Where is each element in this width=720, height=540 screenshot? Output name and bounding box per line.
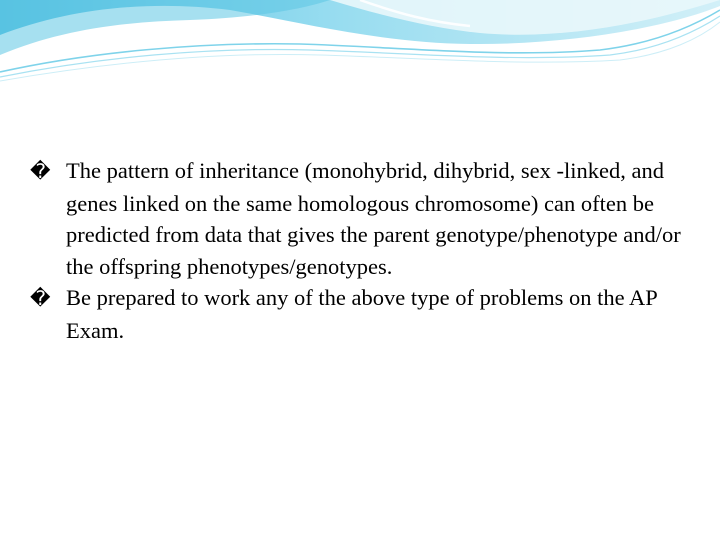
slide-body	[30, 155, 690, 346]
bullet-text: The pattern of inheritance (monohybrid, dihybrid, sex -linked, and genes linked on the same homologous chromosome) can often be predicted from data that gives the parent genotype/phenotype and/or the offspring phenotypes/genotypes.	[66, 158, 681, 279]
bullet-point-1	[30, 155, 690, 282]
header-wave-decoration	[0, 0, 720, 90]
bullet-marker-icon: �	[30, 159, 51, 183]
bullet-point-2	[30, 282, 690, 346]
bullet-marker-icon: �	[30, 286, 51, 310]
bullet-text: Be prepared to work any of the above type of problems on the AP Exam.	[66, 285, 657, 343]
